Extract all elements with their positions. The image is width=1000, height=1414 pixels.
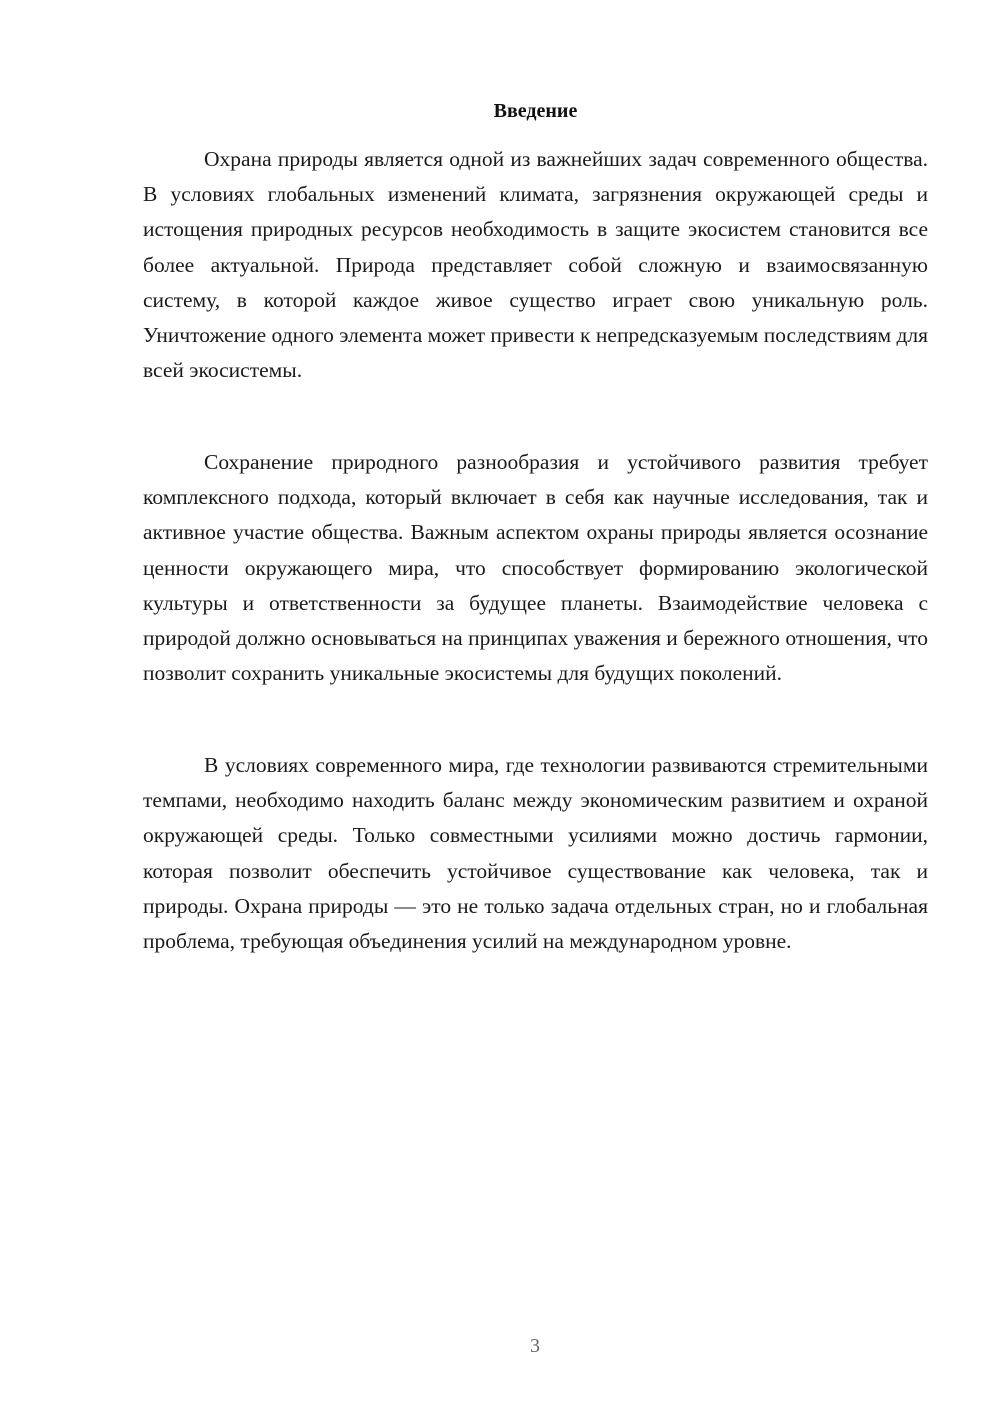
page-number: 3 (530, 1335, 540, 1357)
paragraph-2: Сохранение природного разнообразия и устойчивого развития требует комплексного подхода, который включает в себя как научные исследования, так и активное участие общества. Важным аспектом охраны природы является осознание ценности окружающего мира, что способствует формированию экологической культуры и ответственности за будущее планеты. Взаимодействие человека с природой должно основываться на принципах уважения и бережного отношения, что позволит сохранить уникальные экосистемы для будущих поколений. (143, 450, 928, 686)
paragraph-1: Охрана природы является одной из важнейших задач современного общества. В условиях глобальных изменений климата, загрязнения окружающей среды и истощения природных ресурсов необходимость в защите экосистем становится все более актуальной. Природа представляет собой сложную и взаимосвязанную систему, в которой каждое живое существо играет свою уникальную роль. Уничтожение одного элемента может привести к непредсказуемым последствиям для всей экосистемы. (143, 147, 928, 383)
paragraph-3: В условиях современного мира, где технологии развиваются стремительными темпами, необходимо находить баланс между экономическим развитием и охраной окружающей среды. Только совместными усилиями можно достичь гармонии, которая позволит обеспечить устойчивое существование как человека, так и природы. Охрана природы — это не только задача отдельных стран, но и глобальная проблема, требующая объединения усилий на международном уровне. (143, 753, 928, 954)
section-title: Введение (493, 100, 578, 122)
